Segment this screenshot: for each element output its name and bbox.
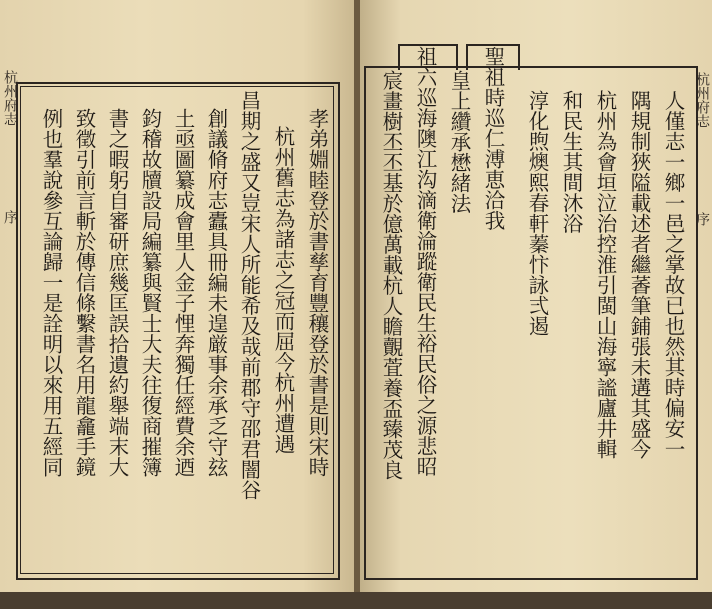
- left-column-7: 書之暇躬自審研庶幾匡誤拾遺約舉端末大: [105, 108, 129, 477]
- right-column-2: 隅規制狹隘載述者繼萫筆鋪張未遘其盛今: [627, 90, 651, 459]
- left-column-5: 土亟圖纂成會里人金子悝奔獨任經費余迺: [171, 108, 195, 477]
- left-column-4: 創議脩府志蠹具冊編未遑厳事余承乏守玆: [204, 108, 228, 477]
- right-column-8: 祖六巡海隩江沟滴衛淪蹤衛民生裕民俗之源悲昭: [413, 46, 437, 477]
- right-column-5: 淳化煦燠熙春軒蓁忭詠弍遏: [525, 90, 549, 336]
- left-column-9: 例也羣說參互論歸一是詮明以來用五經同: [39, 108, 63, 477]
- left-column-2: 杭州舊志為諸志之冠而屈今杭州遭遇: [271, 126, 295, 454]
- right-margin-title: 杭州府志: [694, 72, 710, 128]
- right-column-1: 人僅志一鄉一邑之掌故已也然其時偏安一: [661, 90, 685, 459]
- left-margin-label: 序: [2, 210, 18, 224]
- left-column-6: 鈞稽故牘設局編纂與賢士大夫往復商摧簿: [138, 108, 162, 477]
- book-spine: [354, 0, 360, 609]
- page-bottom-edge: [0, 592, 712, 609]
- right-column-7: 皇上纘承懋緒法: [447, 70, 471, 214]
- left-margin-title: 杭州府志: [2, 70, 18, 126]
- right-column-4: 和民生其間沐浴: [559, 90, 583, 234]
- right-margin-label: 序: [694, 212, 710, 226]
- left-column-3: 昌期之盛又豈宋人所能希及哉前郡守邵君闇谷: [237, 90, 261, 500]
- right-column-3: 杭州為會垣泣治控淮引閩山海寧謐廬井輯: [593, 90, 617, 459]
- right-column-9: 宸畫樹丕丕基於億萬載杭人瞻覿萓養盃臻茂良: [379, 70, 403, 480]
- left-column-8: 致徵引前言斬於傳信條繫書名用龍龕手鏡: [72, 108, 96, 477]
- right-column-6: 聖祖時巡仁溥恵洽我: [481, 46, 505, 231]
- left-column-1: 孝弟婣睦登於書孳育豐穰登於書是則宋時: [305, 108, 329, 477]
